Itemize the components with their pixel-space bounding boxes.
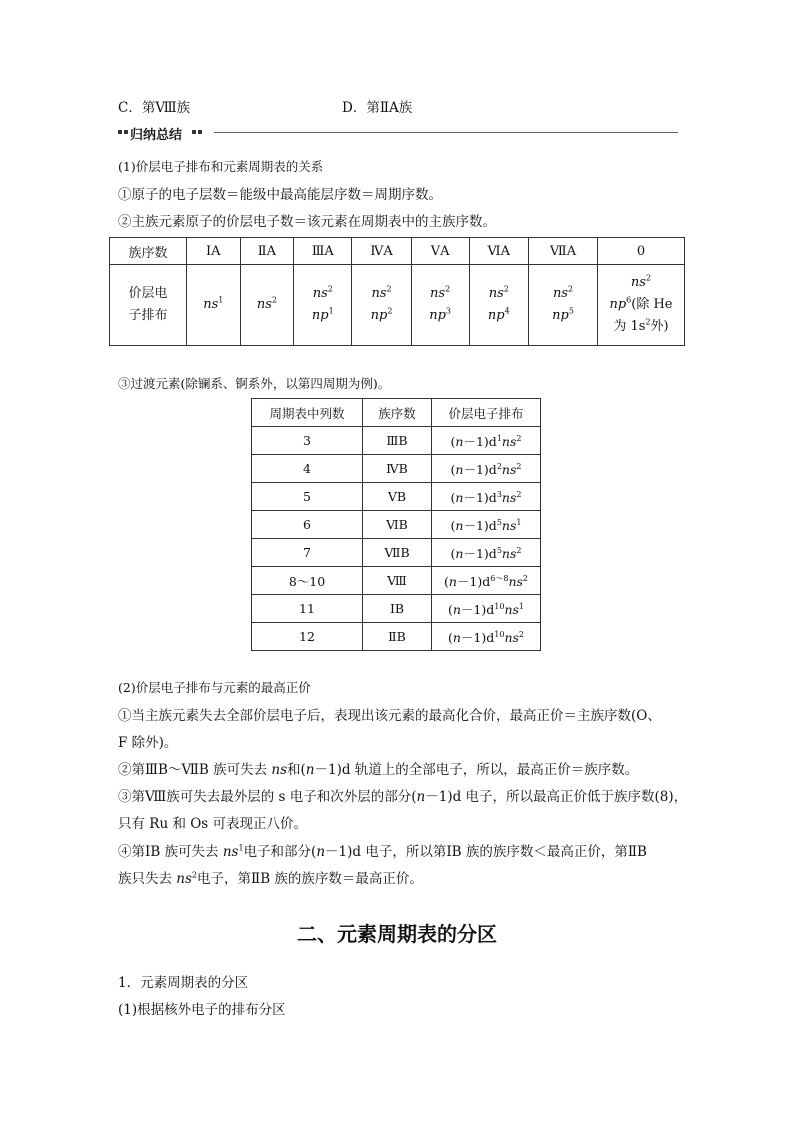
group-cell: Ⅷ — [363, 567, 432, 595]
bullet-square-icon — [192, 130, 196, 134]
summary-header — [118, 124, 678, 142]
col-cell: 12 — [252, 623, 363, 651]
table-header-cell: 周期表中列数 — [252, 399, 363, 427]
col-cell: 6 — [252, 511, 363, 539]
table-header-cell: 族序数 — [363, 399, 432, 427]
config-cell: $(n-1)d^2ns^2$ — [432, 455, 541, 483]
col-cell: 5 — [252, 483, 363, 511]
row-label-line: 子排布 — [128, 308, 168, 323]
table-header-cell: 族序数 — [110, 238, 187, 265]
table-header-cell: ⅡA — [240, 238, 294, 265]
config-cell: $ns^2$ $np^5$ — [529, 265, 598, 346]
table-row — [252, 623, 541, 651]
p2-title: (2)价层电子排布与元素的最高正价 — [118, 680, 311, 695]
table-row — [110, 265, 685, 346]
main-group-table — [109, 237, 685, 346]
table-header-cell: ⅠA — [187, 238, 241, 265]
group-cell: ⅠB — [363, 595, 432, 623]
config-cell: $(n-1)d^5ns^2$ — [432, 539, 541, 567]
bullet-square-icon — [118, 130, 122, 134]
group-cell: ⅤB — [363, 483, 432, 511]
col-cell: 3 — [252, 427, 363, 455]
p1-item3: ③过渡元素(除镧系、锕系外，以第四周期为例)。 — [118, 376, 391, 391]
p2-item3-line2: 只有 Ru 和 Os 可表现正八价。 — [118, 816, 308, 832]
table-row — [252, 539, 541, 567]
table-header-cell: ⅦA — [529, 238, 598, 265]
col-cell: 4 — [252, 455, 363, 483]
config-cell: $ns^1$ — [187, 265, 241, 346]
col-cell: 8～10 — [252, 567, 363, 595]
table-row — [252, 567, 541, 595]
option-d: D．第ⅡA族 — [342, 100, 413, 116]
row-label-line: 价层电 — [128, 286, 168, 301]
table-row — [252, 455, 541, 483]
table-row — [110, 238, 685, 265]
summary-title: 归纳总结 — [130, 128, 183, 143]
group-cell: ⅥB — [363, 511, 432, 539]
bullet-square-icon — [124, 130, 128, 134]
table-header-cell: ⅣA — [352, 238, 411, 265]
config-cell: $ns^2$ $np^3$ — [411, 265, 469, 346]
p2-item1-line2: F 除外)。 — [118, 735, 178, 751]
table-row — [252, 511, 541, 539]
table-header-cell: ⅢA — [294, 238, 352, 265]
config-cell: $ns^2$ $np^1$ — [294, 265, 352, 346]
config-cell: $(n-1)d^3ns^2$ — [432, 483, 541, 511]
col-cell: 11 — [252, 595, 363, 623]
table-header-cell: ⅥA — [469, 238, 529, 265]
config-cell: $(n-1)d^5ns^1$ — [432, 511, 541, 539]
group-cell: ⅡB — [363, 623, 432, 651]
config-cell: $(n-1)d^{6\sim 8}ns^2$ — [432, 567, 541, 595]
config-cell: $(n-1)d^1ns^2$ — [432, 427, 541, 455]
option-c: C．第Ⅷ族 — [118, 100, 191, 116]
p2-item1-line1: ①当主族元素失去全部价层电子后，表现出该元素的最高化合价，最高正价＝主族序数(O、 — [118, 708, 661, 724]
p2-item4-line1: ④第ⅠB 族可失去 $ns^1$电子和部分(n－1)d 电子，所以第ⅠB 族的族序数＜最高正价，第ⅡB — [118, 843, 647, 860]
transition-table — [251, 398, 541, 651]
config-cell: $ns^2$ $np^2$ — [352, 265, 411, 346]
group-cell: ⅣB — [363, 455, 432, 483]
bullet-square-icon — [198, 130, 202, 134]
p1-item2: ②主族元素原子的价层电子数＝该元素在周期表中的主族序数。 — [118, 214, 496, 230]
table-row — [252, 399, 541, 427]
zero-note-1: (除 He — [631, 297, 673, 312]
subsection-item: (1)根据核外电子的排布分区 — [118, 1002, 286, 1018]
group-cell: ⅢB — [363, 427, 432, 455]
config-cell: $ns^2$ $np^6$(除 He 为 $1s^2$外) — [598, 265, 685, 346]
group-cell: ⅦB — [363, 539, 432, 567]
table-header-cell: 0 — [598, 238, 685, 265]
config-cell: $(n-1)d^{10}ns^2$ — [432, 623, 541, 651]
table-header-cell: 价层电子排布 — [432, 399, 541, 427]
summary-rule — [214, 132, 678, 133]
p2-item4-line2: 族只失去 $ns^2$电子，第ⅡB 族的族序数＝最高正价。 — [118, 870, 423, 887]
config-cell: $ns^2$ — [240, 265, 294, 346]
p1-item1: ①原子的电子层数＝能级中最高能层序数＝周期序数。 — [118, 187, 442, 203]
table-row — [252, 483, 541, 511]
zero-note-3: 外) — [650, 319, 669, 334]
table-header-cell: ⅤA — [411, 238, 469, 265]
section-heading: 二、元素周期表的分区 — [297, 922, 497, 946]
subsection-title: 1．元素周期表的分区 — [118, 975, 249, 991]
zero-note-2: 为 1s — [613, 319, 646, 334]
config-cell: $ns^2$ $np^4$ — [469, 265, 529, 346]
table-row — [252, 595, 541, 623]
p1-title: (1)价层电子排布和元素周期表的关系 — [118, 159, 324, 174]
config-cell: $(n-1)d^{10}ns^1$ — [432, 595, 541, 623]
col-cell: 7 — [252, 539, 363, 567]
row-label-cell — [110, 265, 187, 346]
p2-item3-line1: ③第Ⅷ族可失去最外层的 s 电子和次外层的部分(n－1)d 电子，所以最高正价低于族序数(8)， — [118, 789, 688, 805]
p2-item2: ②第ⅢB～ⅦB 族可失去 ns和(n－1)d 轨道上的全部电子，所以，最高正价＝族序数。 — [118, 762, 639, 778]
table-row — [252, 427, 541, 455]
